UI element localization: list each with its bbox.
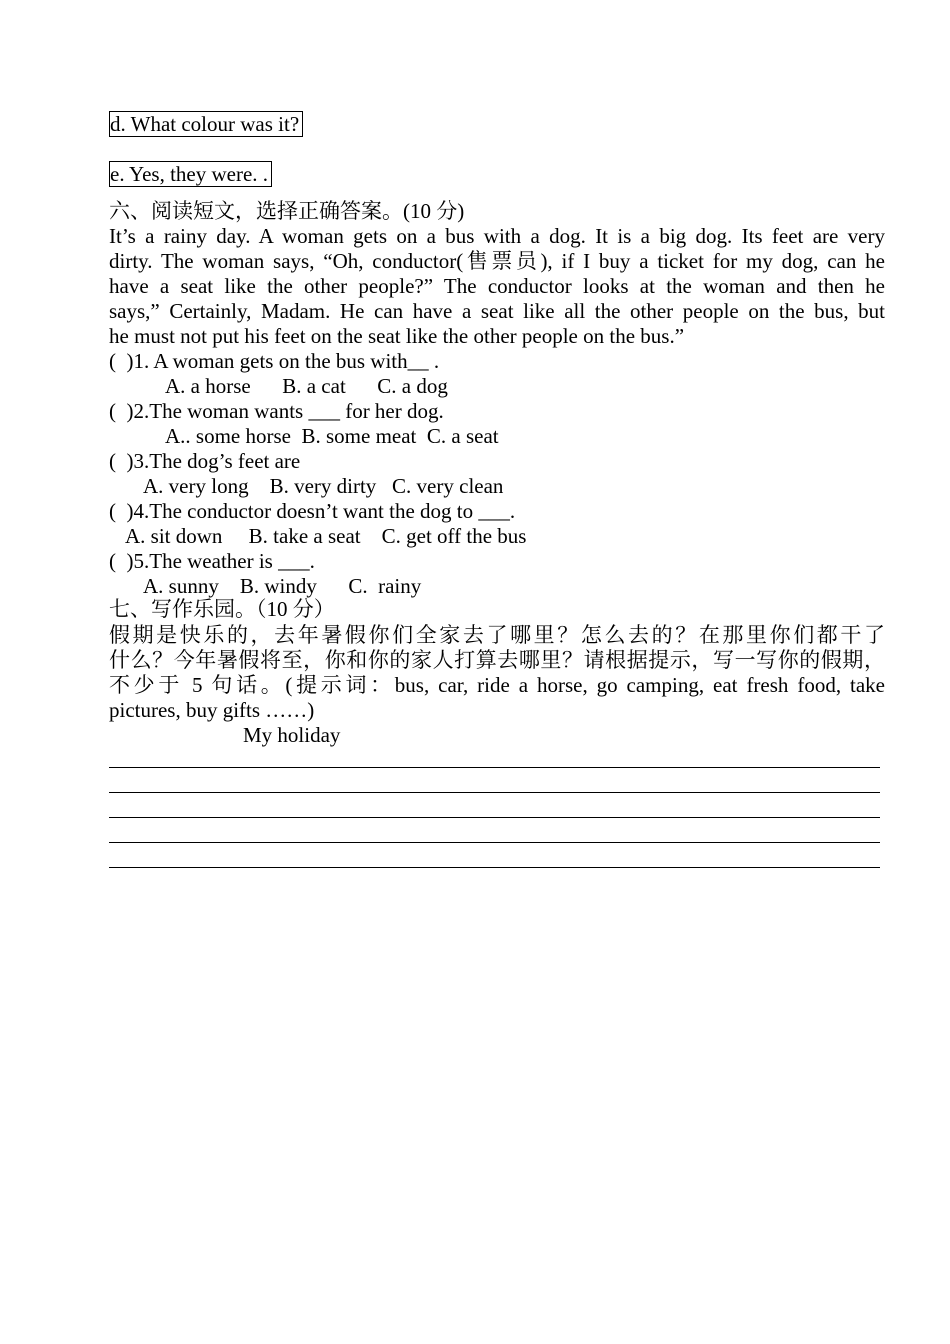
question-3-stem: ( )3.The dog’s feet are bbox=[109, 449, 301, 473]
writing-answer-line[interactable] bbox=[109, 817, 880, 818]
question-2-options: A.. some horse B. some meat C. a seat bbox=[165, 424, 499, 448]
question-4-stem: ( )4.The conductor doesn’t want the dog to ___. bbox=[109, 499, 516, 523]
question-5-stem: ( )5.The weather is ___. bbox=[109, 549, 315, 573]
question-5-options: A. sunny B. windy C. rainy bbox=[143, 574, 422, 598]
writing-answer-line[interactable] bbox=[109, 867, 880, 868]
question-2-stem: ( )2.The woman wants ___ for her dog. bbox=[109, 399, 444, 423]
passage-line: says,” Certainly, Madam. He can have a seat like all the other people on the bus, but bbox=[109, 299, 885, 323]
writing-prompt-line: 不少于 5 句话。(提示词：bus, car, ride a horse, go camping, eat fresh food, take bbox=[109, 673, 885, 697]
writing-answer-line[interactable] bbox=[109, 767, 880, 768]
question-1-options: A. a horse B. a cat C. a dog bbox=[165, 374, 448, 398]
writing-prompt-line: 假期是快乐的，去年暑假你们全家去了哪里？怎么去的？在那里你们都干了 bbox=[109, 623, 885, 647]
passage-line: have a seat like the other people?” The conductor looks at the woman and then he bbox=[109, 274, 885, 298]
answer-option-d: d. What colour was it? bbox=[109, 112, 303, 137]
question-4-options: A. sit down B. take a seat C. get off the bus bbox=[125, 524, 527, 548]
passage-line: It’s a rainy day. A woman gets on a bus with a dog. It is a big dog. Its feet are very bbox=[109, 224, 885, 248]
writing-prompt-line: 什么？今年暑假将至，你和你的家人打算去哪里？请根据提示，写一写你的假期， bbox=[109, 648, 885, 672]
writing-answer-line[interactable] bbox=[109, 792, 880, 793]
question-3-options: A. very long B. very dirty C. very clean bbox=[143, 474, 504, 498]
passage-line: he must not put his feet on the seat like the other people on the bus.” bbox=[109, 324, 685, 348]
writing-title: My holiday bbox=[243, 723, 341, 747]
section7-heading: 七、写作乐园。（10 分） bbox=[109, 597, 335, 621]
writing-answer-line[interactable] bbox=[109, 842, 880, 843]
section6-heading: 六、阅读短文，选择正确答案。(10 分) bbox=[109, 199, 465, 223]
answer-option-e: e. Yes, they were. . bbox=[109, 162, 272, 187]
passage-line: dirty. The woman says, “Oh, conductor(售票员), if I buy a ticket for my dog, can he bbox=[109, 249, 885, 273]
writing-prompt-line: pictures, buy gifts ……) bbox=[109, 698, 315, 722]
question-1-stem: ( )1. A woman gets on the bus with__ . bbox=[109, 349, 440, 373]
